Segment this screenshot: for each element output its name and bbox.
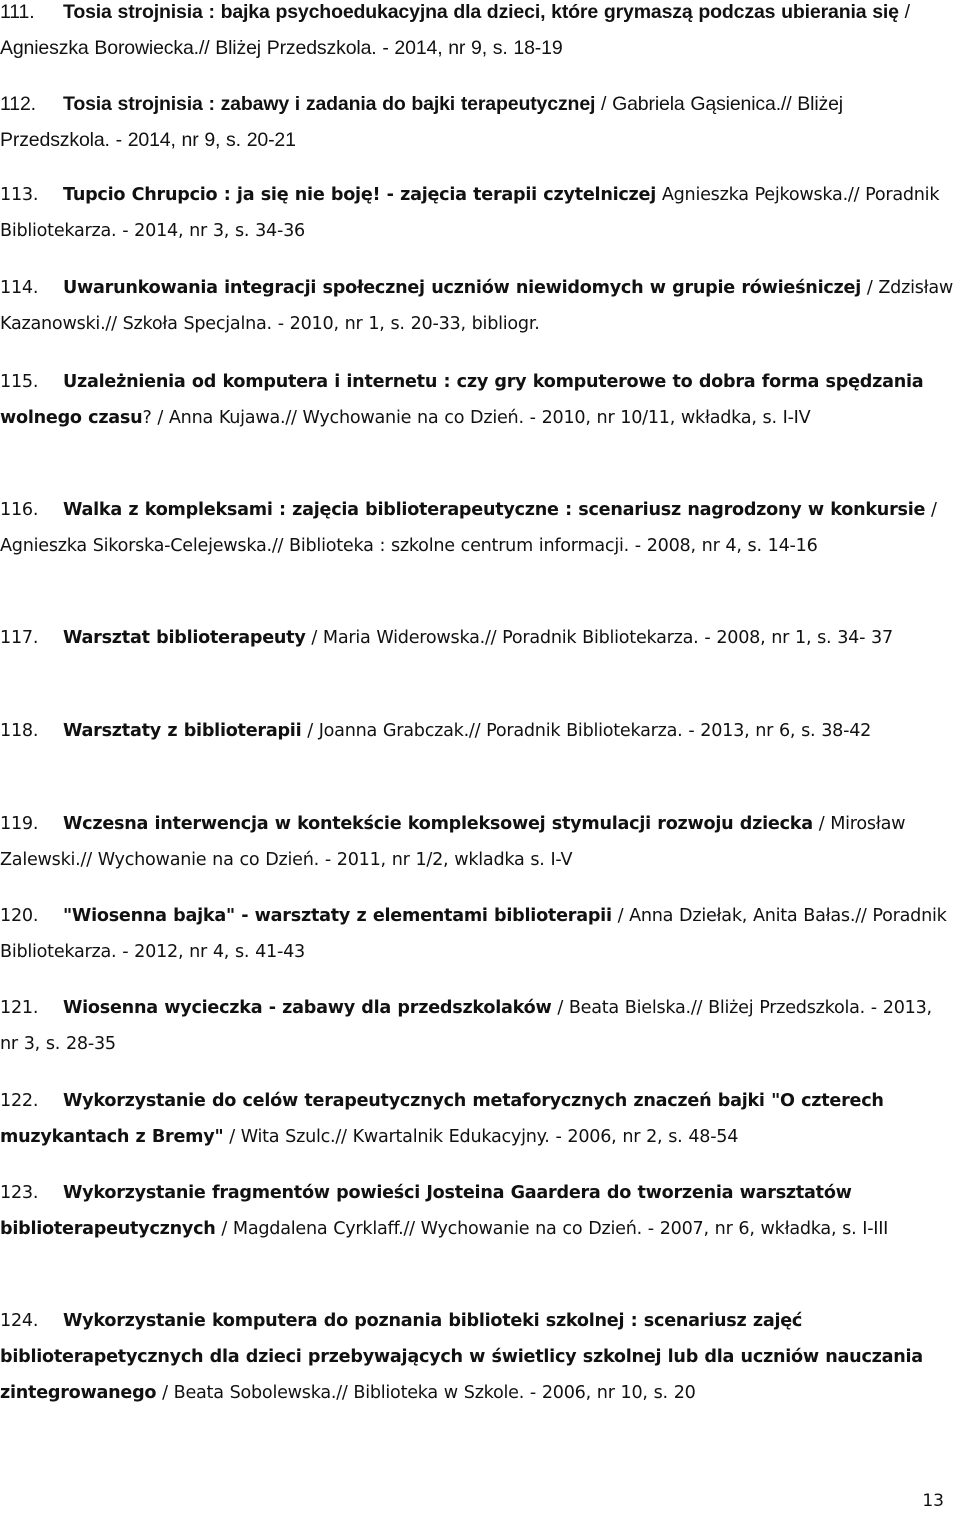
entry-title: Wykorzystanie do celów terapeutycznych metaforycznych znaczeń bajki "O czterech muzykantach z Bremy" [0,1091,884,1147]
entry-details: Agnieszka Pejkowska.// Poradnik Bibliotekarza. - 2014, nr 3, s. 34-36 [0,185,940,241]
entry-number: 115. [0,372,39,392]
bibliography-entry-118 [0,713,954,749]
bibliography-entry-119 [0,806,954,878]
entry-details: / Beata Bielska.// Bliżej Przedszkola. - 2013, nr 3, s. 28-35 [0,998,932,1054]
entry-title: Tosia strojnisia : zabawy i zadania do bajki terapeutycznej [63,93,596,115]
entry-title: Tupcio Chrupcio : ja się nie boję! - zajęcia terapii czytelniczej [63,185,657,205]
entry-number: 111. [0,1,35,23]
bibliography-entry-114 [0,270,954,342]
bibliography-entry-117 [0,620,954,656]
bibliography-entry-113 [0,177,954,249]
entry-title: Uwarunkowania integracji społecznej uczniów niewidomych w grupie rówieśniczej [63,278,861,298]
entry-title: Wykorzystanie fragmentów powieści Josteina Gaardera do tworzenia warsztatów biblioterapeutycznych [0,1183,852,1239]
bibliography-entry-120 [0,898,954,970]
entry-title: Walka z kompleksami : zajęcia biblioterapeutyczne : scenariusz nagrodzony w konkursie [63,500,926,520]
bibliography-entry-123 [0,1175,954,1247]
entry-number: 120. [0,906,39,926]
entry-title: Tosia strojnisia : bajka psychoedukacyjna dla dzieci, które grymaszą podczas ubierania się [63,1,899,23]
entry-number: 114. [0,278,39,298]
bibliography-entry-122 [0,1083,954,1155]
entry-title: Wczesna interwencja w kontekście kompleksowej stymulacji rozwoju dziecka [63,814,813,834]
entry-details: / Mirosław Zalewski.// Wychowanie na co Dzień. - 2011, nr 1/2, wkladka s. I-V [0,814,906,870]
entry-number: 122. [0,1091,39,1111]
bibliography-entry-111 [0,0,954,66]
entry-details: / Anna Dziełak, Anita Bałas.// Poradnik Bibliotekarza. - 2012, nr 4, s. 41-43 [0,906,947,962]
bibliography-entry-116 [0,492,954,564]
entry-title: Uzależnienia od komputera i internetu : czy gry komputerowe to dobra forma spędzania wolnego czasu [0,372,924,428]
bibliography-entry-115 [0,364,954,436]
entry-details: / Magdalena Cyrklaff.// Wychowanie na co Dzień. - 2007, nr 6, wkładka, s. I-III [215,1219,889,1239]
bibliography-entry-124 [0,1303,954,1411]
entry-details: / Zdzisław Kazanowski.// Szkoła Specjalna. - 2010, nr 1, s. 20-33, bibliogr. [0,278,954,334]
entry-number: 113. [0,185,39,205]
entry-number: 123. [0,1183,39,1203]
entry-number: 116. [0,500,39,520]
entry-title: "Wiosenna bajka" - warsztaty z elementami biblioterapii [63,906,612,926]
entry-number: 117. [0,628,39,648]
page-number: 13 [922,1491,944,1511]
entry-details: / Agnieszka Borowiecka.// Bliżej Przedszkola. - 2014, nr 9, s. 18-19 [0,1,910,59]
bibliography-entry-121 [0,990,954,1062]
entry-title: Wykorzystanie komputera do poznania biblioteki szkolnej : scenariusz zajęć biblioterapetycznych dla dzieci przebywających w świetlicy szkolnej lub dla uczniów nauczania zintegrowanego [0,1311,923,1403]
entry-details: / Wita Szulc.// Kwartalnik Edukacyjny. - 2006, nr 2, s. 48-54 [223,1127,739,1147]
entry-details: / Joanna Grabczak.// Poradnik Bibliotekarza. - 2013, nr 6, s. 38-42 [301,721,872,741]
entry-details: ? / Anna Kujawa.// Wychowanie na co Dzień. - 2010, nr 10/11, wkładka, s. I-IV [142,408,811,428]
entry-number: 121. [0,998,39,1018]
entry-number: 119. [0,814,39,834]
entry-number: 124. [0,1311,39,1331]
entry-title: Warsztaty z biblioterapii [63,721,302,741]
entry-details: / Maria Widerowska.// Poradnik Bibliotekarza. - 2008, nr 1, s. 34- 37 [305,628,893,648]
entry-details: / Beata Sobolewska.// Biblioteka w Szkole. - 2006, nr 10, s. 20 [156,1383,696,1403]
bibliography-entry-112 [0,86,954,158]
entry-number: 112. [0,93,36,115]
entry-details: / Agnieszka Sikorska-Celejewska.// Biblioteka : szkolne centrum informacji. - 2008, nr 4, s. 14-16 [0,500,937,556]
entry-title: Warsztat biblioterapeuty [63,628,306,648]
entry-number: 118. [0,721,39,741]
entry-details: / Gabriela Gąsienica.// Bliżej Przedszkola. - 2014, nr 9, s. 20-21 [0,93,843,151]
entry-title: Wiosenna wycieczka - zabawy dla przedszkolaków [63,998,552,1018]
